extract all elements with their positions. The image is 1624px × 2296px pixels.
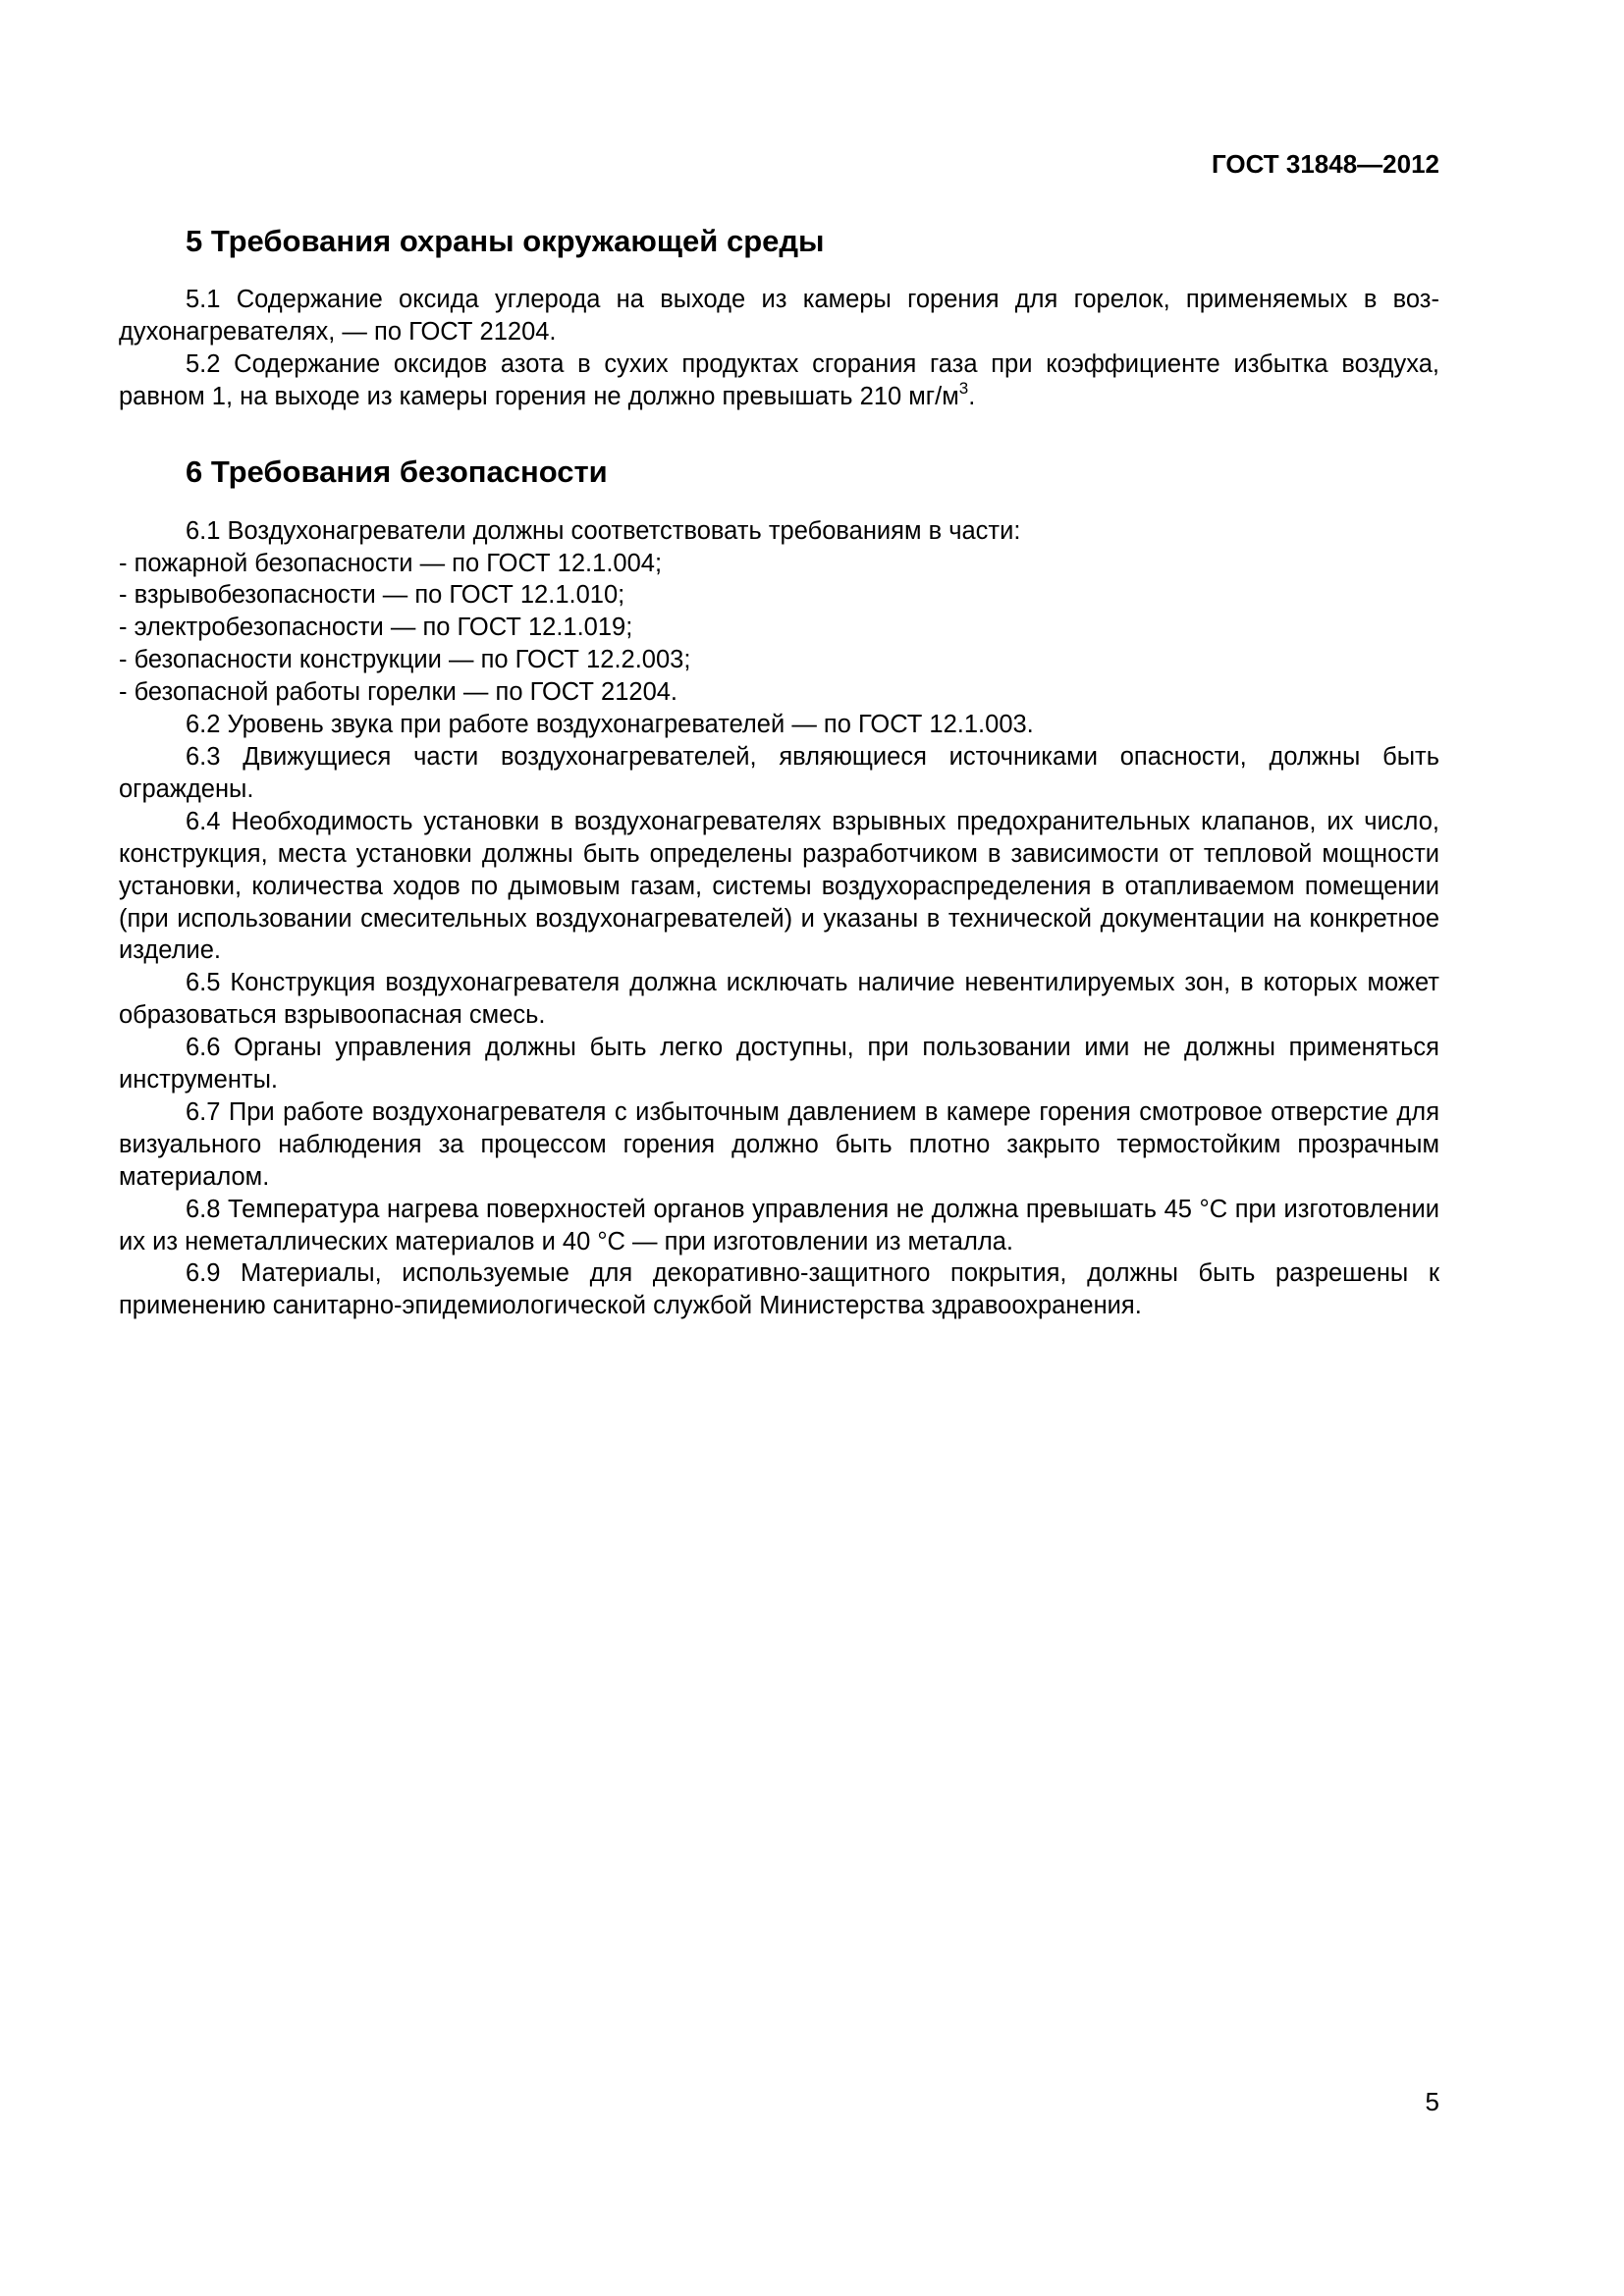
- paragraph-6-3: 6.3 Движущиеся части воздухонагревателей, являющиеся источниками опасности, должны быть ограждены.: [119, 742, 1439, 803]
- paragraph-6-1: 6.1 Воздухонагреватели должны соответствовать требованиям в части:: [186, 516, 1021, 545]
- document-body: [119, 222, 1439, 1322]
- paragraph-6-8: 6.8 Температура нагрева поверхностей органов управления не должна превышать 45 °С при изготовлении их из неметаллических материалов и 40 °С — при изготовлении из металла.: [119, 1195, 1439, 1255]
- paragraph-6-6: 6.6 Органы управления должны быть легко доступны, при пользовании ими не должны применяться инструменты.: [119, 1034, 1439, 1095]
- superscript-cubic: 3: [958, 378, 969, 398]
- list-item: - пожарной безопасности — по ГОСТ 12.1.004;: [119, 549, 663, 577]
- list-item: - электробезопасности — по ГОСТ 12.1.019;: [119, 614, 633, 642]
- paragraph-6-2: 6.2 Уровень звука при работе воздухонагревателей — по ГОСТ 12.1.003.: [186, 711, 1034, 739]
- list-item: - взрывобезопасности — по ГОСТ 12.1.010;: [119, 581, 625, 610]
- paragraph-6-4: 6.4 Необходимость установки в воздухонагревателях взрывных предохранительных клапанов, их число, конструкция, места установки должны быть определены разработчиком в зависимости от тепловой мощности установки, количества ходов по дымовым газам, системы воздухораспределения в отапливаемом помещении (при использовании смесительных воздухонагревателей) и указаны в технической документации на конкретное изделие.: [119, 807, 1439, 965]
- section-6-heading: 6 Требования безопасности: [186, 454, 608, 489]
- list-item: - безопасности конструкции — по ГОСТ 12.2.003;: [119, 646, 691, 674]
- paragraph-6-7: 6.7 При работе воздухонагревателя с избыточным давлением в камере горения смотровое отверстие для визуального наблюдения за процессом горения должно быть плотно закрыто термостойким прозрачным материалом.: [119, 1097, 1439, 1191]
- paragraph-5-1: 5.1 Содержание оксида углерода на выходе из камеры горения для горелок, применяемых в воздухонагревателях, — по ГОСТ 21204.: [119, 286, 1439, 346]
- document-code-header: ГОСТ 31848—2012: [1212, 149, 1439, 179]
- list-item: - безопасной работы горелки — по ГОСТ 21204.: [119, 678, 678, 707]
- paragraph-5-2: [119, 348, 1439, 413]
- section-5-heading: 5 Требования охраны окружающей среды: [186, 224, 825, 258]
- paragraph-5-2-text: 5.2 Содержание оксидов азота в сухих продуктах сгорания газа при коэффициенте избытка воздуха, равном 1, на выходе из камеры горения не должно превышать 210 мг/м: [119, 349, 1439, 410]
- paragraph-6-5: 6.5 Конструкция воздухонагревателя должна исключать наличие невентилируемых зон, в которых может образоваться взрывоопасная смесь.: [119, 969, 1439, 1030]
- page-number: 5: [1425, 2087, 1439, 2116]
- paragraph-5-2-end: .: [968, 382, 976, 410]
- safety-requirements-list: [119, 548, 1439, 710]
- paragraph-6-9: 6.9 Материалы, используемые для декоративно-защитного покрытия, должны быть разрешены к применению санитарно-эпидемиологической службой Министерства здравоохранения.: [119, 1259, 1439, 1320]
